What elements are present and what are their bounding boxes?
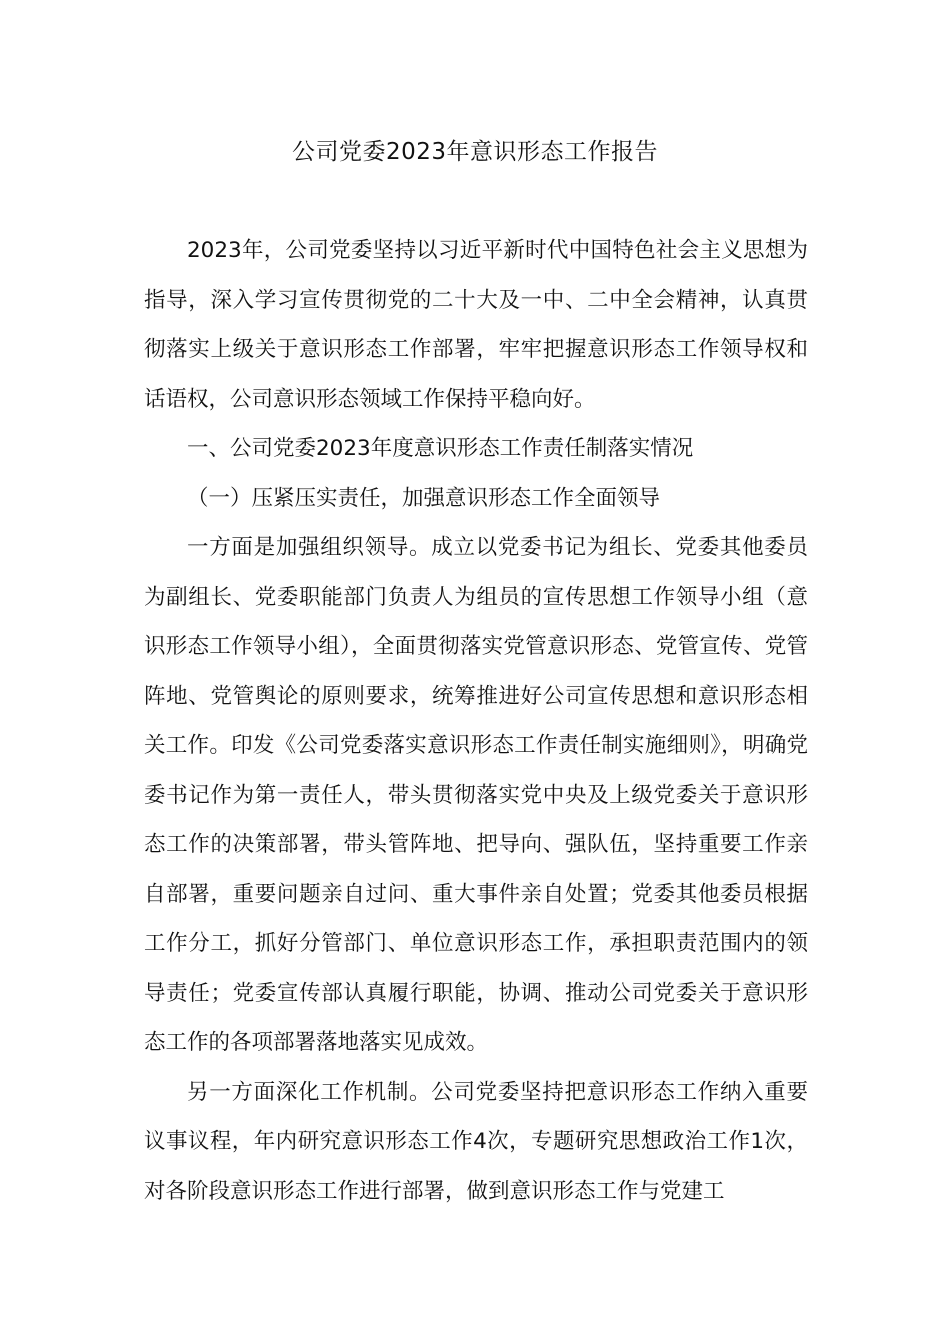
subsection-heading-1: （一）压紧压实责任，加强意识形态工作全面领导 [187, 485, 661, 511]
paragraph-organization: 一方面是加强组织领导。成立以党委书记为组长、党委其他委员为副组长、党委职能部门负责人为组员的宣传思想工作领导小组（意识形态工作领导小组），全面贯彻落实党管意识形态、党管宣传、党管阵地、党管舆论的原则要求，统筹推进好公司宣传思想和意识形态相关工作。印发《公司党委落实意识形态工作责任制实施细则》，明确党委书记作为第一责任人，带头贯彻落实党中央及上级党委关于意识形态工作的决策部署，带头管阵地、把导向、强队伍，坚持重要工作亲自部署，重要问题亲自过问、重大事件亲自处置；党委其他委员根据工作分工，抓好分管部门、单位意识形态工作，承担职责范围内的领导责任；党委宣传部认真履行职能，协调、推动公司党委关于意识形态工作的各项部署落地落实见成效。 [144, 535, 808, 1055]
section-heading-1: 一、公司党委2023年度意识形态工作责任制落实情况 [187, 436, 694, 461]
document-body [144, 226, 808, 1216]
paragraph-intro: 2023年，公司党委坚持以习近平新时代中国特色社会主义思想为指导，深入学习宣传贯彻党的二十大及一中、二中全会精神，认真贯彻落实上级关于意识形态工作部署，牢牢把握意识形态工作领导权和话语权，公司意识形态领域工作保持平稳向好。 [144, 238, 808, 412]
paragraph-mechanism: 另一方面深化工作机制。公司党委坚持把意识形态工作纳入重要议事议程，年内研究意识形态工作4次，专题研究思想政治工作1次，对各阶段意识形态工作进行部署，做到意识形态工作与党建工 [144, 1079, 808, 1204]
document-title: 公司党委2023年意识形态工作报告 [291, 139, 659, 165]
